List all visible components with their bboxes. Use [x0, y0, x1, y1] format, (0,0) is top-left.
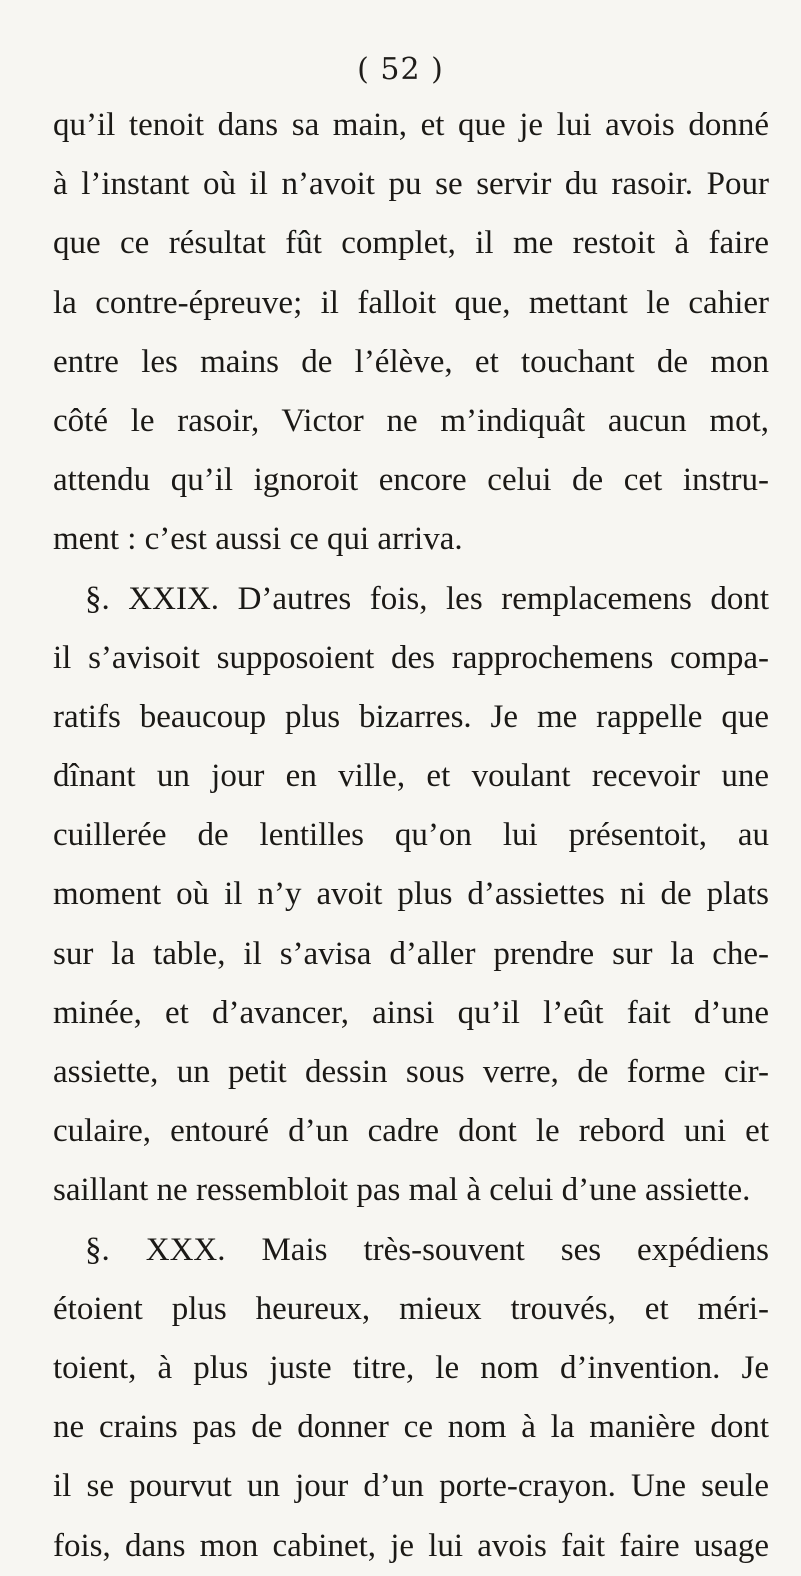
body-text [53, 96, 769, 1576]
text-line: entre les mains de l’élève, et touchant de mon [53, 343, 769, 380]
section-heading-line: §. XXIX. D’autres fois, les remplacemens dont [85, 580, 769, 617]
text-line: moment où il n’y avoit plus d’assiettes ni de plats [53, 876, 769, 913]
text-line: cuillerée de lentilles qu’on lui présentoit, au [53, 817, 769, 854]
text-line: il se pourvut un jour d’un porte-crayon. Une seule [53, 1468, 769, 1505]
text-line: toient, à plus juste titre, le nom d’invention. Je [53, 1349, 769, 1386]
text-line: attendu qu’il ignoroit encore celui de cet instru- [53, 462, 769, 499]
text-line: assiette, un petit dessin sous verre, de forme cir- [53, 1054, 769, 1090]
text-line: culaire, entouré d’un cadre dont le rebord uni et [53, 1113, 769, 1150]
text-line: sur la table, il s’avisa d’aller prendre sur la che- [53, 935, 769, 972]
page-number: ( 52 ) [357, 52, 444, 87]
text-line: ment : c’est aussi ce qui arriva. [53, 521, 463, 558]
text-line: étoient plus heureux, mieux trouvés, et méri- [53, 1290, 769, 1327]
text-line: à l’instant où il n’avoit pu se servir du rasoir. Pour [53, 166, 769, 203]
text-line: la contre-épreuve; il falloit que, mettant le cahier [53, 284, 769, 321]
text-line: ne crains pas de donner ce nom à la manière dont [53, 1409, 769, 1446]
text-line: dînant un jour en ville, et voulant recevoir une [53, 758, 769, 795]
text-line: côté le rasoir, Victor ne m’indiquât aucun mot, [53, 402, 769, 439]
text-line: qu’il tenoit dans sa main, et que je lui avois donné [53, 107, 769, 143]
text-line: minée, et d’avancer, ainsi qu’il l’eût fait d’une [53, 994, 769, 1031]
text-line: ratifs beaucoup plus bizarres. Je me rappelle que [53, 698, 769, 735]
text-line: que ce résultat fût complet, il me restoit à faire [53, 225, 769, 262]
text-line: saillant ne ressembloit pas mal à celui d’une assiette. [53, 1172, 751, 1209]
text-line: fois, dans mon cabinet, je lui avois fait faire usage [53, 1527, 769, 1564]
section-heading-line: §. XXX. Mais très-souvent ses expédiens [85, 1231, 769, 1268]
text-line: il s’avisoit supposoient des rapprochemens compa- [53, 639, 769, 676]
